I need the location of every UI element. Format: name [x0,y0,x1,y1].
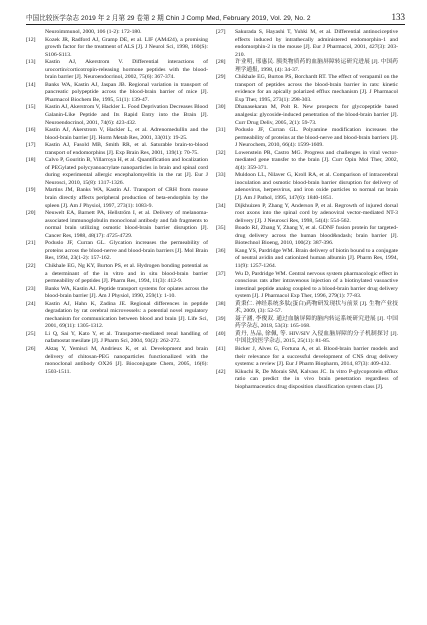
reference-text: Kang YS, Pardridge WM. Brain delivery of biotin bound to a conjugate of neutral avidin and cationized human albumin [J]. Pharm Res, 1994, 11(9): 1257-1264. [235,247,398,269]
reference-item [216,248,398,271]
reference-text: Bicker J, Alves G, Fortuna A, et al. Blood-brain barrier models and their relevance for a successful development of CNS drug delivery systems: a review [J]. Eur J Pharm Biopharm, 2014, 87(3): 409-432. [235,345,398,368]
reference-text: Wu D, Pardridge WM. Central nervous system pharmacologic effect in conscious rats after intravenous injection of a biotinylated vasoactive intestinal peptide analog coupled to a blood-brain barrier drug delivery system [J]. J Pharmacol Exp Ther, 1996, 279(1): 77-83. [235,270,398,300]
reference-number: [32] [216,149,226,156]
reference-number: [31] [216,127,226,134]
reference-text: Neuroimmunol, 2000, 106 (1-2): 172-180. [45,29,142,35]
reference-text: Chikhale EG, Burton PS, Borchardt RT. The effect of verapamil on the transport of peptides across the blood-brain barrier in rats: kinetic evidence for an apically polarized efflux mechanism [J]. J Pharmacol Exp Ther, 1995, 273(1): 298-303. [235,74,398,103]
reference-number: [16] [26,127,36,134]
reference-number: [17] [26,142,36,149]
reference-item [216,172,398,202]
reference-number: [37] [216,270,226,277]
reference-text: Kastin AJ, Fasold MB, Smith RR, et al. Saturable brain-to-blood transport of endomorphins [J]. Exp Brain Res, 2001, 139(1): 70-75. [45,142,208,156]
reference-item [26,37,208,60]
reference-item [26,240,208,263]
reference-number: [20] [26,210,36,217]
reference-item [26,142,208,157]
reference-number: [36] [216,247,226,254]
reference-text: Martins JM, Banks WA, Kastin AJ. Transport of CRH from mouse brain directly affects peripheral production of beta-endorphin by the spleen [J]. Am J Physiol, 1997, 273(1): 1083-9. [45,187,208,209]
reference-text: Dhanasekaran M, Polt R. New prospects for glycopeptide based analgesia: glycoside-induced penetration of the blood-brain barrier [J]. Curr Drug Deliv, 2005, 2(1): 59-73. [235,104,398,126]
reference-text: Li Q, Sai Y, Kato Y, et al. Transporter-mediated renal handling of nafamostat mesilate [J]. J Pharm Sci, 2004, 93(2): 262-272. [45,330,208,345]
reference-text: Neuwelt EA, Barnett PA, Hellström I, et al. Delivery of melanoma-associated immunoglobulin monoclonal antibody and fab fragments to normal brain utilizing osmotic blood-brain barrier disruption [J]. Cancer Res, 1988, 48(17): 4725-4729. [45,210,208,239]
reference-item [26,127,208,142]
reference-text: Kastin AJ, Hahn K, Zadina JE. Regional differences in peptide degradation by rat cerebral microvessels: a potential novel regulatory mechanism for communication between blood and brain [J]. Life Sci, 2001, 69(11): 1305-1312. [45,300,208,330]
reference-item [26,286,208,301]
reference-continuation [26,29,208,37]
reference-number: [30] [216,104,226,111]
reference-text: Boado RJ, Zhang Y, Zhang Y, et al. GDNF fusion protein for targeted-drug delivery across the human blood&ndash; brain barrier [J]. Biotechnol Bioeng, 2010, 100(2): 387-396. [235,225,398,247]
reference-number: [21] [26,240,36,247]
reference-item [26,346,208,376]
reference-text: Kastin AJ, Akerstrom V. Differential interactions of urocortin/corticotropin-releasing hormone peptides with the blood-brain barrier [J]. Neuroendocrinol, 2002, 75(6): 367-374. [45,59,208,81]
running-header [26,8,405,22]
reference-number: [34] [216,202,226,209]
reference-item [216,29,398,59]
reference-text: Aktaş Y, Yemisci M, Andrieux K, et al. Development and brain delivery of chitosan-PEG nanoparticles functionalized with the monoclonal antibody OX26 [J]. Bioconjugate Chem, 2005, 16(6): 1503-1511. [45,345,208,375]
reference-number: [38] [216,300,226,307]
reference-item [26,301,208,331]
reference-number: [39] [216,315,226,322]
reference-text: Kozek JR, Radford AJ, Gramp DE, et al. LIF (AM424), a promising growth factor for the treatment of ALS [J]. J Neurol Sci, 1998, 160(S): S106-S113. [45,36,208,58]
reference-item [26,331,208,346]
reference-text: Kastin AJ, Akerstrom V, Hackler L. Food Deprivation Decreases Blood Galanin-Like Peptide and Its Rapid Entry into the Brain [J]. Neuroendocrinol, 2001, 74(6): 423-432. [45,104,208,126]
reference-item [216,301,398,316]
reference-number: [14] [26,81,36,88]
reference-number: [42] [216,368,226,375]
reference-text: Dijkhuizen P, Zhang Y, Anderson P, et al. Regrowth of injured dorsal root axons into the spinal cord by adenoviral vector-mediated NT-3 delivery [J]. J Neurosci Res, 1998, 54(4): 554-562. [235,202,398,224]
reference-number: [40] [216,330,226,337]
reference-text: Sakurada S, Hayashi T, Yuhki M, et al. Differential antinociceptive effects induced by intrathecally administered endomorphin-1 and endomorphin-2 in the mouse [J]. Eur J Pharmacol, 2001, 427(3): 203-210. [235,29,398,58]
reference-item [26,82,208,105]
reference-number: [28] [216,59,226,66]
reference-item [216,59,398,74]
page-number: 133 [391,12,405,22]
reference-text: Banks WA, Kastin AJ, Jaspan JB. Regional variation in transport of pancreatic polypeptide across the blood-brain barrier of mice [J]. Pharmacol Biochem Be, 1995, 51(1): 139-47. [45,81,208,103]
reference-number: [22] [26,262,36,269]
reference-item [216,331,398,346]
reference-item [26,187,208,210]
reference-number: [18] [26,157,36,164]
header-divider [26,24,405,25]
reference-text: Kikuchi R, De Morais SM, Kalvass JC. In vitro P-glycoprotein efflux ratio can predict the in vivo brain penetration regardless of biopharmaceutics drug disposition classification system class [J]. [235,368,398,390]
reference-item [216,346,398,369]
reference-text: 许业明, 邢惠民. 胰类物质药的血脑屏障转运研究进展 [J]. 中国药理学通报, 1998, (4): 34-37. [235,59,398,73]
reference-number: [35] [216,225,226,232]
reference-number: [24] [26,300,36,307]
reference-item [26,263,208,286]
reference-number: [19] [26,187,36,194]
reference-column-right [216,29,398,391]
reference-text: Muldoon LL, Nilaver G, Kroll RA, et al. Comparison of intracerebral inoculation and osmotic blood-brain barrier disruption for delivery of adenovirus, herpesvirus, and iron oxide particles to normal rat brain [J]. Am J Pathol, 1995, 147(6): 1840-1851. [235,172,398,202]
reference-number: [26] [26,345,36,352]
reference-item [216,127,398,150]
reference-number: [33] [216,172,226,179]
reference-item [26,59,208,82]
reference-item [216,369,398,392]
reference-item [216,316,398,331]
reference-list-left [26,37,208,377]
reference-number: [23] [26,285,36,292]
reference-text: 聂子涵, 李俊双. 通过血脑屏障的脑内转运系统研究进展 [J]. 中国药学杂志, 2018, 53(3): 165-168. [235,315,398,330]
reference-text: Poduslo JF, Curran GL. Polyamine modification increases the permeability of proteins at the blood-nerve and blood-brain barriers [J]. J Neurochem, 2010, 66(4): 1599-1609. [235,127,398,149]
reference-number: [25] [26,330,36,337]
reference-item [26,104,208,127]
reference-item [26,210,208,240]
reference-text: Lowenstein PR, Castro MG. Progress and challenges in viral vector-mediated gene transfer to the brain [J]. Curr Opin Mol Ther, 2002, 4(4): 359-371. [235,149,398,171]
reference-item [216,150,398,173]
reference-item [216,104,398,127]
reference-item [216,74,398,104]
reference-item [216,225,398,248]
reference-number: [41] [216,345,226,352]
reference-item [216,203,398,226]
reference-text: Chikhale EG, Ng KY, Burton PS, et al. Hydrogen bonding potential as a determinant of the in vitro and in situ blood-brain barrier permeability of peptides [J]. Pharm Res, 1994, 11(3): 412-9. [45,262,208,285]
reference-column-left [26,29,208,376]
journal-running-title: 中国比较医学杂志 2019 年 2 月第 29 卷第 2 期 Chin J Comp Med, February 2019, Vol. 29, No. 2 [26,15,311,22]
reference-number: [12] [26,36,36,43]
reference-text: Calvo P, Gouritin B, Villarroya H, et al. Quantification and localization of PEGylated polycyanoacrylate nanoparticles in brain and spinal cord during experimental allergic encephalomyelitis in the rat [J]. Eur J Neurosci, 2010, 15(8): 1317-1326. [45,157,208,186]
reference-text: Poduslo JF, Curran GL. Glycation increases the permeability of proteins across the blood-nerve and blood-brain barriers [J]. Mol Brain Res, 1994, 23(1-2): 157-162. [45,240,208,262]
reference-text: Kastin AJ, Akerstrom V, Hackler L, et al. Adrenomedullin and the blood-brain barrier [J]. Horm Metab Res, 2001, 33(01): 19-25. [45,127,208,141]
reference-text: 黄秉仁. 神经系统多肽(蛋白)药物研发现状与前景 [J]. 生物产业技术, 2009, (3): 52-57. [235,300,398,315]
reference-item [216,271,398,301]
reference-text: Banks WA, Kastin AJ. Peptide transport systems for opiates across the blood-brain barrier [J]. Am J Physiol, 1990, 259(1): 1-10. [45,285,208,300]
reference-text: 黄丹, 丛品, 徐佩, 等. HIV/SIV 入侵血脑屏障的分子机制探讨 [J]. 中国比较医学杂志, 2015, 25(11): 81-85. [235,330,398,345]
reference-number: [13] [26,59,36,66]
reference-number: [15] [26,104,36,111]
reference-list-right [216,29,398,391]
reference-number: [29] [216,74,226,81]
reference-item [26,157,208,187]
reference-number: [27] [216,29,226,35]
